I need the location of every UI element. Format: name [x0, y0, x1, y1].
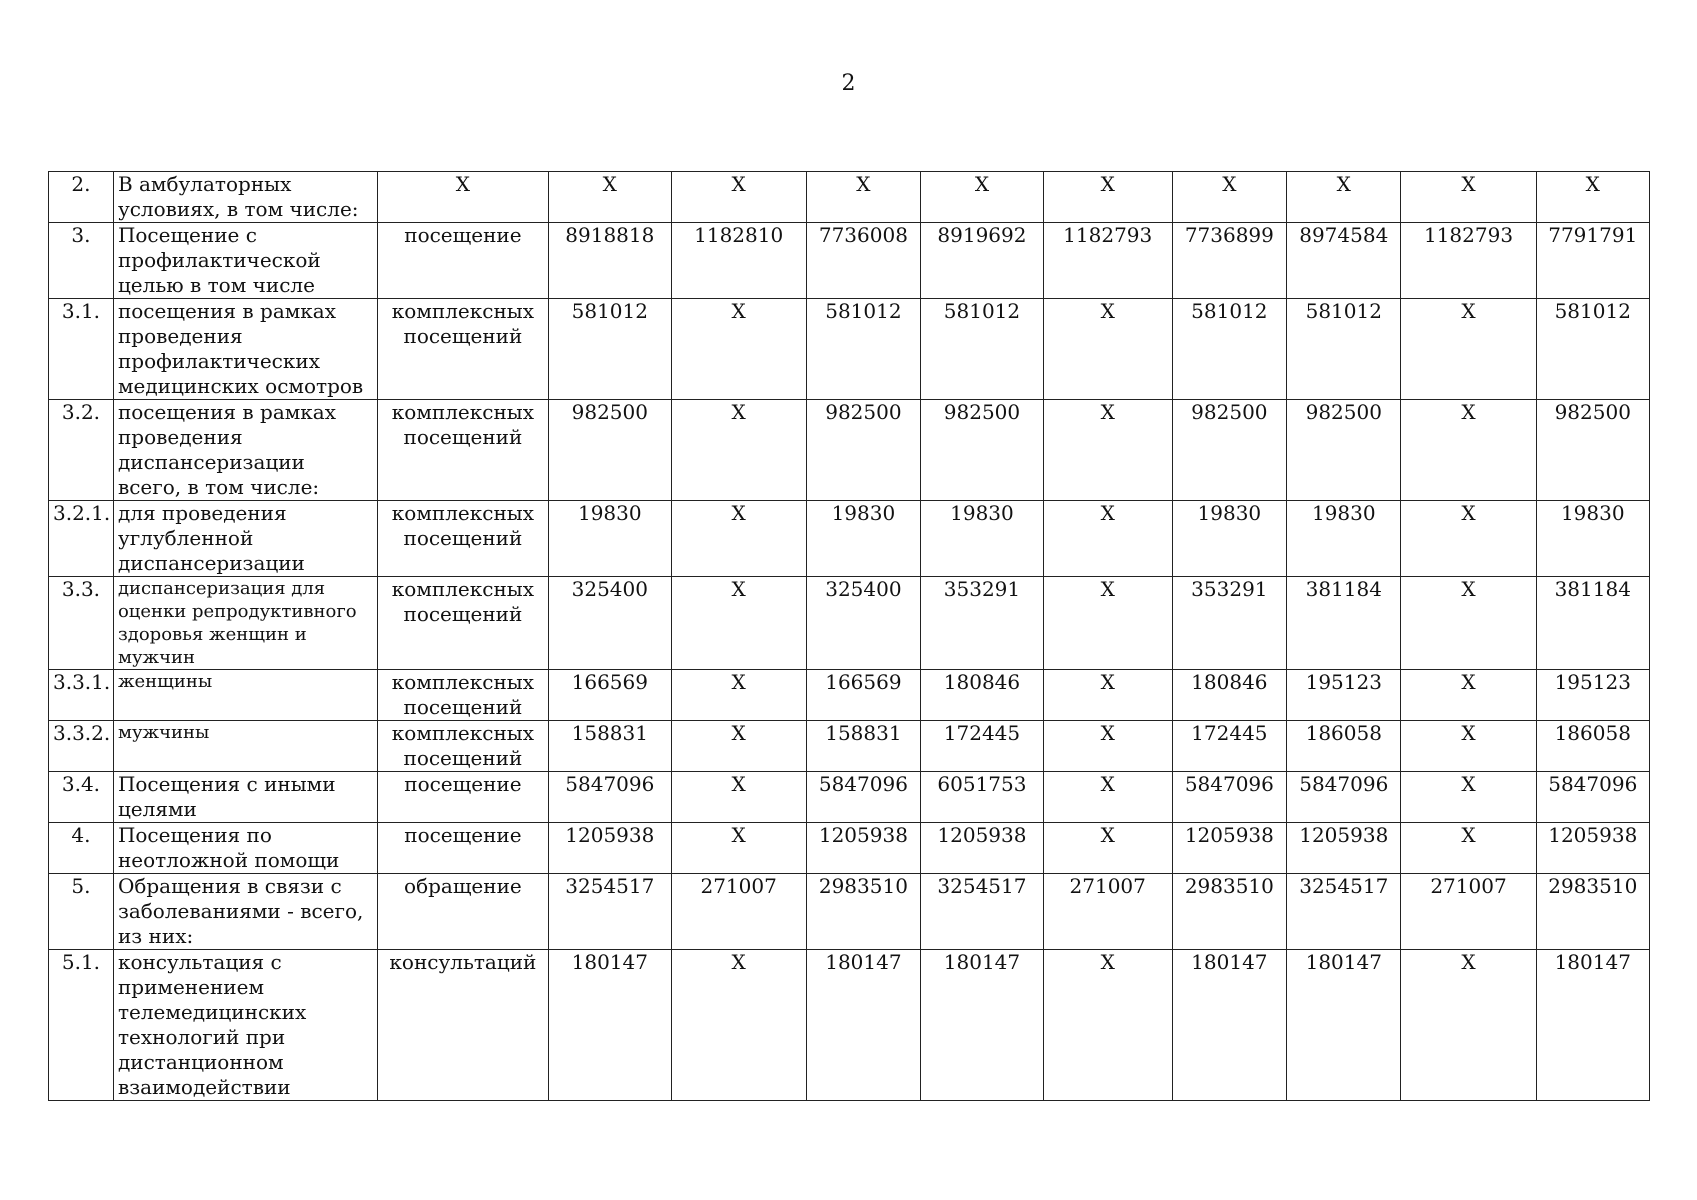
row-value: 1205938 — [1287, 823, 1401, 874]
row-value: X — [671, 721, 806, 772]
row-value: 5847096 — [548, 772, 671, 823]
row-value: 353291 — [921, 577, 1044, 670]
row-value: 7791791 — [1536, 223, 1649, 299]
row-value: X — [1401, 950, 1536, 1101]
row-value: 271007 — [1401, 874, 1536, 950]
table-row — [49, 670, 1650, 721]
row-name: диспансеризация для оценки репродуктивного здоровья женщин и мужчин — [113, 577, 377, 670]
row-value: 3254517 — [548, 874, 671, 950]
row-unit: обращение — [377, 874, 548, 950]
row-value: 7736008 — [806, 223, 920, 299]
row-value: 186058 — [1287, 721, 1401, 772]
row-value: X — [806, 172, 920, 223]
row-value: X — [1172, 172, 1286, 223]
row-value: 195123 — [1536, 670, 1649, 721]
row-name: Посещения по неотложной помощи — [113, 823, 377, 874]
row-value: X — [1043, 577, 1172, 670]
row-value: 19830 — [548, 501, 671, 577]
row-value: 1205938 — [1536, 823, 1649, 874]
row-value: 5847096 — [806, 772, 920, 823]
row-number: 3.3.1. — [49, 670, 114, 721]
row-name: посещения в рамках проведения диспансеризации всего, в том числе: — [113, 400, 377, 501]
row-value: X — [548, 172, 671, 223]
row-value: X — [1401, 577, 1536, 670]
row-value: 186058 — [1536, 721, 1649, 772]
row-unit: комплексных посещений — [377, 721, 548, 772]
table-row — [49, 772, 1650, 823]
row-value: X — [1043, 772, 1172, 823]
row-value: 325400 — [548, 577, 671, 670]
row-name: мужчины — [113, 721, 377, 772]
row-value: 19830 — [806, 501, 920, 577]
row-number: 3. — [49, 223, 114, 299]
row-unit: комплексных посещений — [377, 299, 548, 400]
row-number: 3.2.1. — [49, 501, 114, 577]
row-value: 19830 — [1287, 501, 1401, 577]
row-value: 19830 — [921, 501, 1044, 577]
row-value: 8918818 — [548, 223, 671, 299]
row-name: Посещения с иными целями — [113, 772, 377, 823]
row-value: 982500 — [548, 400, 671, 501]
row-number: 5.1. — [49, 950, 114, 1101]
row-value: 3254517 — [921, 874, 1044, 950]
row-value: X — [1287, 172, 1401, 223]
row-value: 2983510 — [1172, 874, 1286, 950]
row-unit: посещение — [377, 772, 548, 823]
row-value: 6051753 — [921, 772, 1044, 823]
row-value: X — [1043, 670, 1172, 721]
row-value: 271007 — [1043, 874, 1172, 950]
row-value: 325400 — [806, 577, 920, 670]
row-value: X — [1043, 721, 1172, 772]
row-name: женщины — [113, 670, 377, 721]
row-value: X — [1401, 823, 1536, 874]
row-value: X — [671, 772, 806, 823]
row-value: 1205938 — [921, 823, 1044, 874]
row-unit: посещение — [377, 823, 548, 874]
row-value: X — [1536, 172, 1649, 223]
row-value: X — [671, 670, 806, 721]
row-value: X — [1401, 400, 1536, 501]
row-value: 8919692 — [921, 223, 1044, 299]
row-unit: X — [377, 172, 548, 223]
row-value: 19830 — [1536, 501, 1649, 577]
row-number: 3.3. — [49, 577, 114, 670]
row-name: Посещение с профилактической целью в том числе — [113, 223, 377, 299]
row-value: X — [671, 577, 806, 670]
row-value: 581012 — [1287, 299, 1401, 400]
row-value: 581012 — [921, 299, 1044, 400]
row-value: 982500 — [806, 400, 920, 501]
table-row — [49, 172, 1650, 223]
row-value: X — [671, 400, 806, 501]
row-name: посещения в рамках проведения профилактических медицинских осмотров — [113, 299, 377, 400]
row-value: 180147 — [1536, 950, 1649, 1101]
row-value: 195123 — [1287, 670, 1401, 721]
row-value: 381184 — [1287, 577, 1401, 670]
row-value: 180846 — [921, 670, 1044, 721]
row-unit: комплексных посещений — [377, 577, 548, 670]
row-value: 180846 — [1172, 670, 1286, 721]
row-value: 180147 — [921, 950, 1044, 1101]
row-value: 5847096 — [1172, 772, 1286, 823]
row-value: 353291 — [1172, 577, 1286, 670]
row-value: 271007 — [671, 874, 806, 950]
row-number: 4. — [49, 823, 114, 874]
row-value: X — [921, 172, 1044, 223]
row-value: X — [671, 299, 806, 400]
row-value: 166569 — [548, 670, 671, 721]
row-value: 581012 — [548, 299, 671, 400]
row-value: 581012 — [1172, 299, 1286, 400]
row-value: X — [671, 501, 806, 577]
row-value: X — [1043, 299, 1172, 400]
table-row — [49, 874, 1650, 950]
row-value: 180147 — [1287, 950, 1401, 1101]
row-number: 3.2. — [49, 400, 114, 501]
row-name: консультация с применением телемедицинских технологий при дистанционном взаимодействии — [113, 950, 377, 1101]
table-row — [49, 577, 1650, 670]
table-row — [49, 950, 1650, 1101]
row-value: 1182793 — [1043, 223, 1172, 299]
row-value: 381184 — [1536, 577, 1649, 670]
row-value: X — [1043, 823, 1172, 874]
table-row — [49, 400, 1650, 501]
row-value: 3254517 — [1287, 874, 1401, 950]
row-unit: консультаций — [377, 950, 548, 1101]
row-value: 7736899 — [1172, 223, 1286, 299]
row-value: 982500 — [1536, 400, 1649, 501]
row-value: 166569 — [806, 670, 920, 721]
row-number: 3.1. — [49, 299, 114, 400]
row-value: X — [1043, 172, 1172, 223]
row-value: 5847096 — [1287, 772, 1401, 823]
row-unit: комплексных посещений — [377, 670, 548, 721]
page-number: 2 — [841, 71, 856, 96]
row-value: X — [1401, 772, 1536, 823]
row-value: 172445 — [1172, 721, 1286, 772]
table-row — [49, 721, 1650, 772]
row-value: 180147 — [806, 950, 920, 1101]
row-name: Обращения в связи с заболеваниями - всего, из них: — [113, 874, 377, 950]
row-unit: комплексных посещений — [377, 501, 548, 577]
row-value: 5847096 — [1536, 772, 1649, 823]
row-value: X — [671, 172, 806, 223]
row-value: X — [1043, 501, 1172, 577]
row-value: 8974584 — [1287, 223, 1401, 299]
row-value: X — [1401, 670, 1536, 721]
row-value: X — [1401, 299, 1536, 400]
row-value: 1205938 — [806, 823, 920, 874]
row-value: X — [1043, 950, 1172, 1101]
row-value: 1205938 — [1172, 823, 1286, 874]
row-value: 982500 — [1287, 400, 1401, 501]
row-value: 2983510 — [1536, 874, 1649, 950]
row-value: 19830 — [1172, 501, 1286, 577]
row-value: 158831 — [548, 721, 671, 772]
row-value: 158831 — [806, 721, 920, 772]
row-number: 3.3.2. — [49, 721, 114, 772]
table-row — [49, 823, 1650, 874]
row-number: 5. — [49, 874, 114, 950]
row-value: X — [1401, 172, 1536, 223]
row-value: X — [1401, 721, 1536, 772]
row-value: 1182793 — [1401, 223, 1536, 299]
row-value: 172445 — [921, 721, 1044, 772]
row-value: 982500 — [1172, 400, 1286, 501]
table-row — [49, 501, 1650, 577]
row-value: 180147 — [548, 950, 671, 1101]
row-value: 2983510 — [806, 874, 920, 950]
row-unit: комплексных посещений — [377, 400, 548, 501]
row-value: 581012 — [1536, 299, 1649, 400]
row-value: 180147 — [1172, 950, 1286, 1101]
row-value: 982500 — [921, 400, 1044, 501]
row-value: 1205938 — [548, 823, 671, 874]
row-number: 2. — [49, 172, 114, 223]
row-number: 3.4. — [49, 772, 114, 823]
table-row — [49, 299, 1650, 400]
row-name: В амбулаторных условиях, в том числе: — [113, 172, 377, 223]
row-value: X — [1401, 501, 1536, 577]
table-row — [49, 223, 1650, 299]
row-value: 1182810 — [671, 223, 806, 299]
row-unit: посещение — [377, 223, 548, 299]
row-name: для проведения углубленной диспансеризации — [113, 501, 377, 577]
row-value: X — [671, 823, 806, 874]
row-value: X — [1043, 400, 1172, 501]
row-value: X — [671, 950, 806, 1101]
data-table — [48, 171, 1650, 1101]
row-value: 581012 — [806, 299, 920, 400]
